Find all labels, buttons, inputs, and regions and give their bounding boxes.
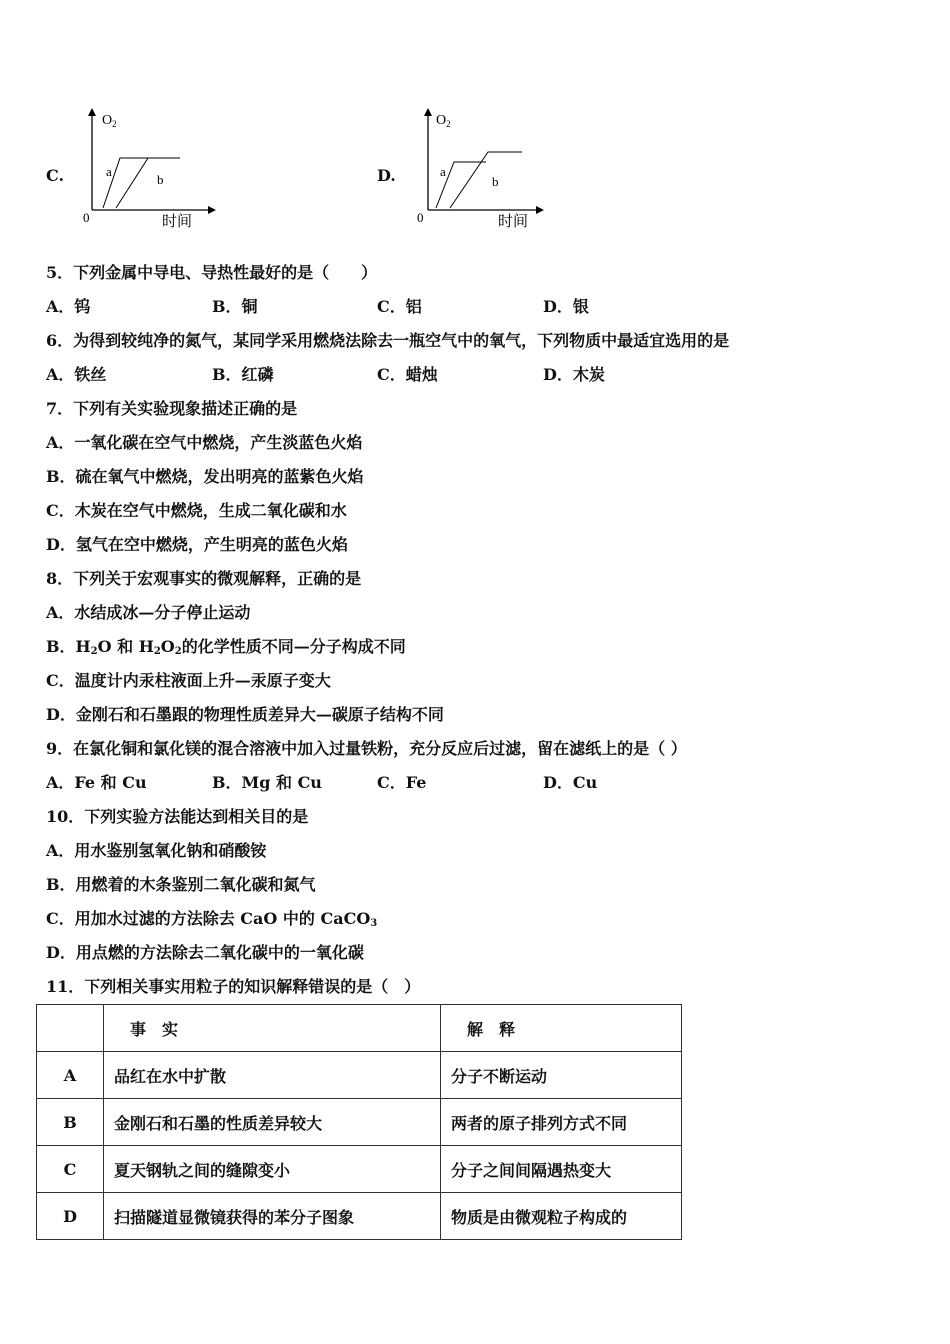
row-label: D: [37, 1193, 104, 1240]
q5-option-d: D．银: [543, 297, 589, 316]
q10-stem: 10．下列实验方法能达到相关目的是: [46, 807, 309, 826]
x-axis-arrow: [536, 206, 544, 214]
x-axis-label: 时间: [162, 212, 193, 230]
q8-option-d: D．金刚石和石墨跟的物理性质差异大—碳原子结构不同: [46, 705, 444, 724]
table-row: [37, 1193, 682, 1240]
q10-option-d: D．用点燃的方法除去二氧化碳中的一氧化碳: [46, 943, 364, 962]
table-row: [37, 1052, 682, 1099]
q10-option-c: C．用加水过滤的方法除去 CaO 中的 CaCO$_3$: [46, 909, 378, 929]
row-fact: 扫描隧道显微镜获得的苯分子图象: [104, 1193, 441, 1240]
q11-table: [36, 1004, 682, 1240]
row-label: B: [37, 1099, 104, 1146]
curve-a-label: a: [106, 164, 112, 179]
row-fact: 金刚石和石墨的性质差异较大: [104, 1099, 441, 1146]
table-header-explanation: 解 释: [441, 1005, 682, 1052]
q7-option-d: D．氢气在空中燃烧，产生明亮的蓝色火焰: [46, 535, 348, 554]
q7-option-b: B．硫在氧气中燃烧，发出明亮的蓝紫色火焰: [46, 467, 364, 486]
q10-option-a: A．用水鉴别氢氧化钠和硝酸铵: [46, 841, 267, 860]
row-explanation: 分子不断运动: [441, 1052, 682, 1099]
row-label: A: [37, 1052, 104, 1099]
q6-option-d: D．木炭: [543, 365, 605, 384]
q6-option-c: C．蜡烛: [377, 365, 438, 384]
q8-stem: 8．下列关于宏观事实的微观解释，正确的是: [46, 569, 362, 588]
q9-option-d: D．Cu: [543, 773, 598, 792]
row-fact: 夏天钢轨之间的缝隙变小: [104, 1146, 441, 1193]
q6-option-b: B．红磷: [212, 365, 274, 384]
q9-option-b: B．Mg 和 Cu: [212, 773, 322, 792]
y-axis-label: $O_2$: [436, 113, 451, 129]
q11-stem: 11．下列相关事实用粒子的知识解释错误的是（ ）: [46, 977, 421, 996]
q8-option-b: B．$H_2O$ 和 $H_2O_2$的化学性质不同—分子构成不同: [46, 637, 406, 657]
curve-a-label: a: [440, 164, 446, 179]
row-explanation: 物质是由微观粒子构成的: [441, 1193, 682, 1240]
q7-option-a: A．一氧化碳在空气中燃烧，产生淡蓝色火焰: [46, 433, 363, 452]
table-row: [37, 1146, 682, 1193]
graph-d: [408, 104, 568, 234]
table-header-blank: [37, 1005, 104, 1052]
row-explanation: 分子之间间隔遇热变大: [441, 1146, 682, 1193]
curve-b-label: b: [492, 174, 499, 189]
q7-option-c: C．木炭在空气中燃烧，生成二氧化碳和水: [46, 501, 347, 520]
table-header-fact: 事 实: [104, 1005, 441, 1052]
y-axis-arrow: [88, 108, 96, 116]
x-axis-arrow: [208, 206, 216, 214]
q9-stem: 9．在氯化铜和氯化镁的混合溶液中加入过量铁粉，充分反应后过滤，留在滤纸上的是（ ）: [46, 739, 687, 758]
q5-option-c: C．铝: [377, 297, 422, 316]
q7-stem: 7．下列有关实验现象描述正确的是: [46, 399, 298, 418]
q6-option-a: A．铁丝: [46, 365, 107, 384]
q9-option-c: C．Fe: [377, 773, 427, 792]
q5-option-a: A．钨: [46, 297, 91, 316]
curve-a: [103, 158, 180, 208]
y-axis-label: $O_2$: [102, 113, 117, 129]
row-label: C: [37, 1146, 104, 1193]
curve-b: [450, 152, 522, 208]
q8-option-c: C．温度计内汞柱液面上升—汞原子变大: [46, 671, 331, 690]
curve-b-label: b: [157, 172, 164, 187]
x-axis-label: 时间: [498, 212, 529, 230]
q9-option-a: A．Fe 和 Cu: [46, 773, 147, 792]
q5-stem: 5．下列金属中导电、导热性最好的是（ ）: [46, 263, 378, 282]
table-header-row: [37, 1005, 682, 1052]
option-d-label: D.: [377, 166, 396, 185]
origin-label: 0: [417, 210, 424, 225]
option-c-label: C.: [46, 166, 65, 185]
y-axis-arrow: [424, 108, 432, 116]
origin-label: 0: [83, 210, 90, 225]
row-explanation: 两者的原子排列方式不同: [441, 1099, 682, 1146]
table-row: [37, 1099, 682, 1146]
q8-option-a: A．水结成冰—分子停止运动: [46, 603, 251, 622]
graph-c: [72, 104, 232, 234]
row-fact: 品红在水中扩散: [104, 1052, 441, 1099]
curve-b: [116, 158, 148, 208]
q10-option-b: B．用燃着的木条鉴别二氧化碳和氮气: [46, 875, 316, 894]
q5-option-b: B．铜: [212, 297, 258, 316]
q6-stem: 6．为得到较纯净的氮气，某同学采用燃烧法除去一瓶空气中的氧气，下列物质中最适宜选用的是: [46, 331, 730, 350]
